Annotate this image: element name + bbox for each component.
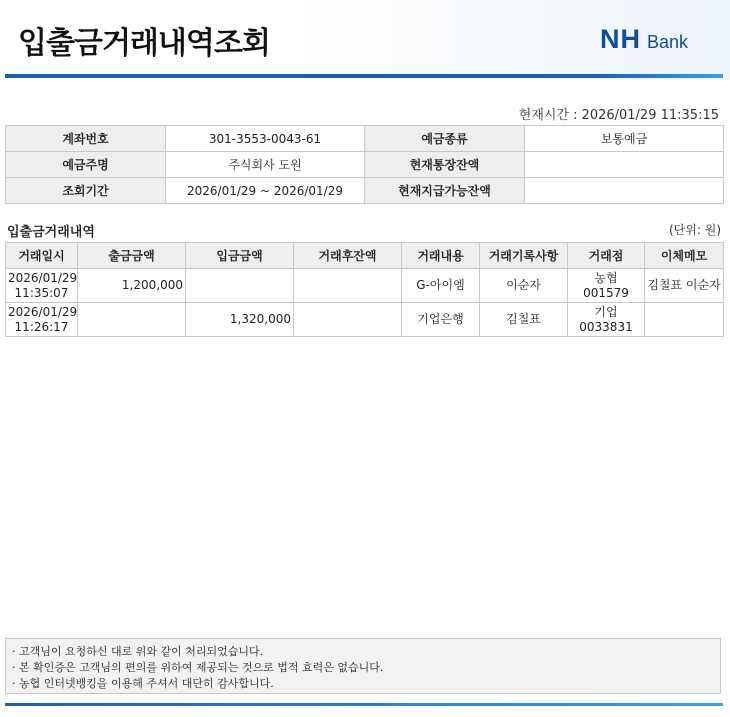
deposit-type-value: 보통예금	[525, 126, 724, 152]
column-header: 출금금액	[78, 243, 186, 269]
current-time	[515, 104, 719, 123]
page-title: 입출금거래내역조회	[18, 26, 270, 61]
account-owner-value: 주식회사 도원	[166, 152, 365, 178]
info-row	[6, 178, 724, 204]
current-balance-label: 현재통장잔액	[365, 152, 525, 178]
balance-after	[294, 269, 402, 303]
transfer-memo	[645, 303, 724, 337]
balance-after	[294, 303, 402, 337]
logo-nh-text: NH	[600, 24, 641, 54]
column-header: 거래점	[568, 243, 645, 269]
inquiry-period-value: 2026/01/29 ~ 2026/01/29	[166, 178, 365, 204]
transactions-title: 입출금거래내역	[7, 225, 95, 240]
header-divider-bar	[5, 74, 723, 78]
table-row	[6, 269, 724, 303]
table-header-row	[6, 243, 724, 269]
transaction-content: 기업은행	[402, 303, 480, 337]
deposit-amount: 1,320,000	[186, 303, 294, 337]
logo-bank-text: Bank	[647, 32, 689, 52]
column-header: 거래내용	[402, 243, 480, 269]
transaction-branch: 농협 001579	[568, 269, 645, 303]
notice-line: · 고객님이 요청하신 대로 위와 같이 처리되었습니다.	[12, 645, 264, 658]
withdrawal-amount: 1,200,000	[78, 269, 186, 303]
withdrawal-amount	[78, 303, 186, 337]
current-time-value: 2026/01/29 11:35:15	[581, 108, 719, 123]
transaction-date: 2026/01/29	[8, 304, 78, 319]
column-header: 거래후잔액	[294, 243, 402, 269]
transactions-table	[5, 242, 724, 337]
transaction-record: 김칠표	[480, 303, 568, 337]
transaction-branch: 기업 0033831	[568, 303, 645, 337]
inquiry-period-label: 조회기간	[6, 178, 166, 204]
transaction-record: 이순자	[480, 269, 568, 303]
current-time-label: 현재시간 :	[518, 108, 578, 123]
info-row	[6, 126, 724, 152]
current-balance-value	[525, 152, 724, 178]
transaction-date: 2026/01/29	[8, 270, 78, 285]
column-header: 거래일시	[6, 243, 78, 269]
deposit-amount	[186, 269, 294, 303]
account-number-label: 계좌번호	[6, 126, 166, 152]
transaction-content: G-아이엠	[402, 269, 480, 303]
info-row	[6, 152, 724, 178]
page-header	[0, 0, 730, 80]
transaction-datetime	[6, 303, 78, 337]
column-header: 입금금액	[186, 243, 294, 269]
notice-box	[5, 638, 721, 694]
account-owner-label: 예금주명	[6, 152, 166, 178]
account-number-value: 301-3553-0043-61	[166, 126, 365, 152]
transaction-time: 11:35:07	[14, 285, 69, 300]
nh-bank-logo	[600, 24, 688, 54]
footer-divider-bar	[5, 703, 723, 706]
account-info-table	[5, 125, 724, 204]
transfer-memo: 김칠표 이순자	[645, 269, 724, 303]
table-row	[6, 303, 724, 337]
unit-label: (단위: 원)	[669, 223, 721, 237]
transaction-datetime	[6, 269, 78, 303]
column-header: 이체메모	[645, 243, 724, 269]
notice-line: · 본 확인증은 고객님의 편의를 위하여 제공되는 것으로 법적 효력은 없습니다.	[12, 661, 384, 674]
available-balance-value	[525, 178, 724, 204]
notice-line: · 농협 인터넷뱅킹을 이용해 주셔서 대단히 감사합니다.	[12, 677, 274, 690]
transaction-time: 11:26:17	[14, 319, 69, 334]
column-header: 거래기록사항	[480, 243, 568, 269]
deposit-type-label: 예금종류	[365, 126, 525, 152]
available-balance-label: 현재지급가능잔액	[365, 178, 525, 204]
